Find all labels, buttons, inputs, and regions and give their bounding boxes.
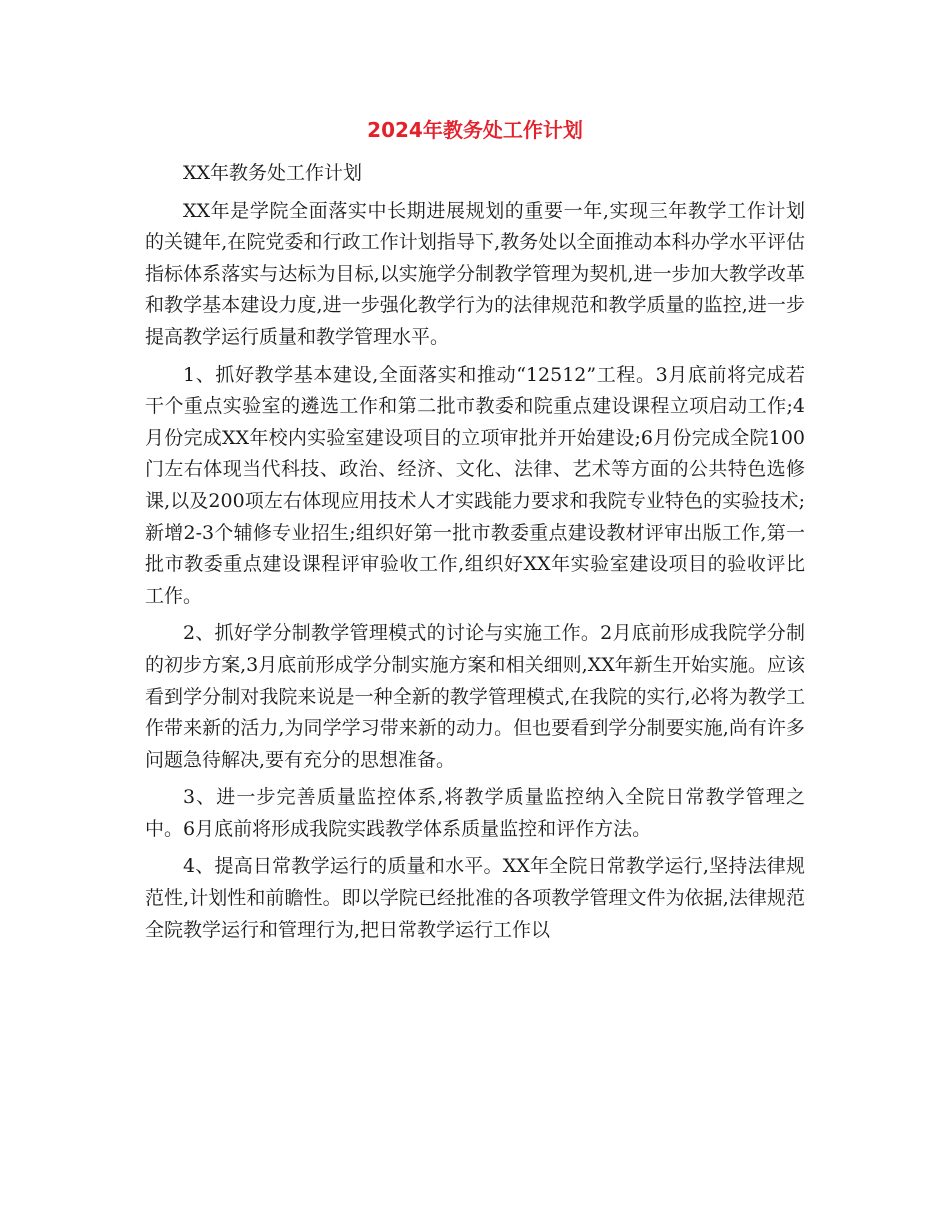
subtitle-paragraph: XX年教务处工作计划	[183, 162, 363, 184]
item-3-paragraph: 3、进一步完善质量监控体系,将教学质量监控纳入全院日常教学管理之中。6月底前将形成我院实践教学体系质量监控和评作方法。	[145, 786, 805, 840]
item-4-paragraph: 4、提高日常教学运行的质量和水平。XX年全院日常教学运行,坚持法律规范性,计划性和前瞻性。即以学院已经批准的各项教学管理文件为依据,法律规范全院教学运行和管理行为,把日常教学运行工作以	[145, 855, 805, 941]
document-body	[145, 158, 805, 946]
document-title: 2024年教务处工作计划	[367, 118, 583, 142]
intro-paragraph: XX年是学院全面落实中长期进展规划的重要一年,实现三年教学工作计划的关键年,在院党委和行政工作计划指导下,教务处以全面推动本科办学水平评估指标体系落实与达标为目标,以实施学分制教学管理为契机,进一步加大教学改革和教学基本建设力度,进一步强化教学行为的法律规范和教学质量的监控,进一步提高教学运行质量和教学管理水平。	[145, 199, 805, 348]
item-2-paragraph: 2、抓好学分制教学管理模式的讨论与实施工作。2月底前形成我院学分制的初步方案,3月底前形成学分制实施方案和相关细则,XX年新生开始实施。应该看到学分制对我院来说是一种全新的教学管理模式,在我院的实行,必将为教学工作带来新的活力,为同学学习带来新的动力。但也要看到学分制要实施,尚有许多问题急待解决,要有充分的思想准备。	[145, 622, 805, 771]
item-1-paragraph: 1、抓好教学基本建设,全面落实和推动“12512”工程。3月底前将完成若干个重点实验室的遴选工作和第二批市教委和院重点建设课程立项启动工作;4月份完成XX年校内实验室建设项目的立项审批并开始建设;6月份完成全院100门左右体现当代科技、政治、经济、文化、法律、艺术等方面的公共特色选修课,以及200项左右体现应用技术人才实践能力要求和我院专业特色的实验技术;新增2-3个辅修专业招生;组织好第一批市教委重点建设教材评审出版工作,第一批市教委重点建设课程评审验收工作,组织好XX年实验室建设项目的验收评比工作。	[145, 363, 805, 607]
